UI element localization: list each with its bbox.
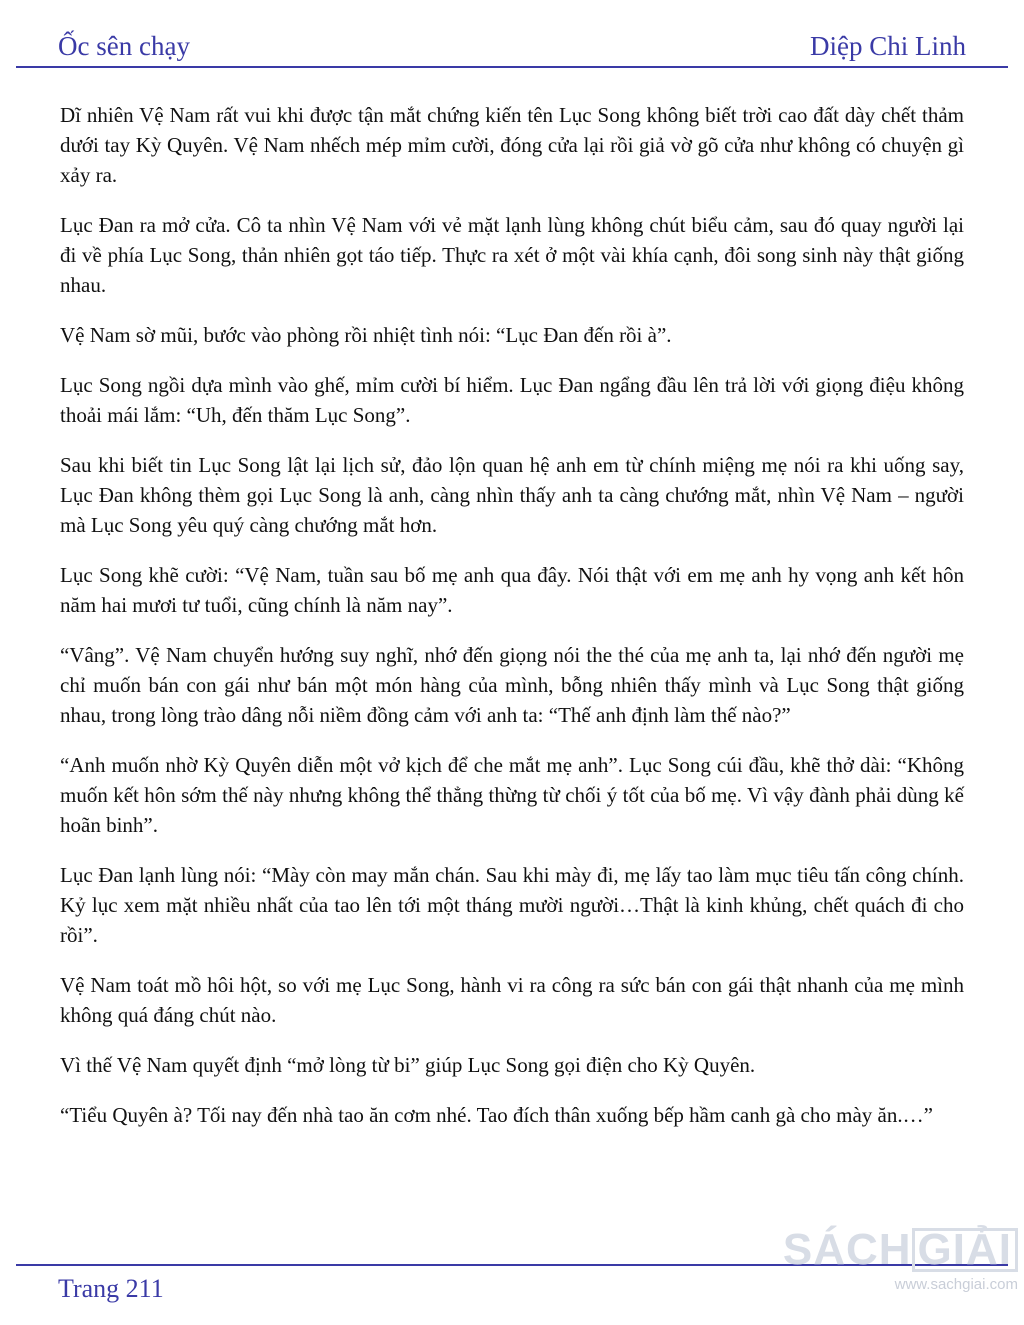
watermark-logo-part2: GIẢI xyxy=(912,1228,1018,1272)
watermark-logo xyxy=(782,1225,1018,1274)
header-divider xyxy=(16,66,1008,68)
paragraph: “Tiểu Quyên à? Tối nay đến nhà tao ăn cơm nhé. Tao đích thân xuống bếp hầm canh gà cho mày ăn.…” xyxy=(60,1103,933,1127)
book-title: Ốc sên chạy xyxy=(58,31,190,61)
watermark xyxy=(782,1225,1018,1293)
paragraph: Lục Đan ra mở cửa. Cô ta nhìn Vệ Nam với vẻ mặt lạnh lùng không chút biểu cảm, sau đó quay người lại đi về phía Lục Song, thản nhiên gọt táo tiếp. Thực ra xét ở một vài khía cạnh, đôi song sinh này thật giống nhau. xyxy=(60,213,964,297)
paragraph: Vệ Nam toát mồ hôi hột, so với mẹ Lục Song, hành vi ra công ra sức bán con gái thật nhanh của mẹ mình không quá đáng chút nào. xyxy=(60,973,964,1027)
paragraph: “Vâng”. Vệ Nam chuyển hướng suy nghĩ, nhớ đến giọng nói the thé của mẹ anh ta, lại nhớ đến người mẹ chỉ muốn bán con gái như bán một món hàng của mình, bỗng nhiên thấy mình và Lục Song thật giống nhau, trong lòng trào dâng nỗi niềm đồng cảm với anh ta: “Thế anh định làm thế nào?” xyxy=(60,643,964,727)
watermark-logo-part1: SÁCH xyxy=(782,1225,912,1274)
author-name: Diệp Chi Linh xyxy=(810,31,966,61)
page-body xyxy=(60,100,964,1150)
paragraph: Dĩ nhiên Vệ Nam rất vui khi được tận mắt chứng kiến tên Lục Song không biết trời cao đất dày chết thảm dưới tay Kỳ Quyên. Vệ Nam nhếch mép mỉm cười, đóng cửa lại rồi giả vờ gõ cửa như không có chuyện gì xảy ra. xyxy=(60,103,964,187)
paragraph: Vệ Nam sờ mũi, bước vào phòng rồi nhiệt tình nói: “Lục Đan đến rồi à”. xyxy=(60,323,672,347)
paragraph: Vì thế Vệ Nam quyết định “mở lòng từ bi” giúp Lục Song gọi điện cho Kỳ Quyên. xyxy=(60,1053,756,1077)
paragraph: Sau khi biết tin Lục Song lật lại lịch sử, đảo lộn quan hệ anh em từ chính miệng mẹ nói ra khi uống say, Lục Đan không thèm gọi Lục Song là anh, càng nhìn thấy anh ta càng chướng mắt, nhìn Vệ Nam – người mà Lục Song yêu quý càng chướng mắt hơn. xyxy=(60,453,964,537)
paragraph: Lục Song khẽ cười: “Vệ Nam, tuần sau bố mẹ anh qua đây. Nói thật với em mẹ anh hy vọng anh kết hôn năm hai mươi tư tuổi, cũng chính là năm nay”. xyxy=(60,563,964,617)
paragraph: Lục Song ngồi dựa mình vào ghế, mỉm cười bí hiểm. Lục Đan ngẩng đầu lên trả lời với giọng điệu không thoải mái lắm: “Uh, đến thăm Lục Song”. xyxy=(60,373,964,427)
paragraph: “Anh muốn nhờ Kỳ Quyên diễn một vở kịch để che mắt mẹ anh”. Lục Song cúi đầu, khẽ thở dài: “Không muốn kết hôn sớm thế này nhưng không thể thẳng thừng từ chối ý tốt của bố mẹ. Vì vậy đành phải dùng kế hoãn binh”. xyxy=(60,753,964,837)
watermark-url: www.sachgiai.com xyxy=(894,1276,1018,1293)
page-number: Trang 211 xyxy=(58,1274,164,1303)
paragraph: Lục Đan lạnh lùng nói: “Mày còn may mắn chán. Sau khi mày đi, mẹ lấy tao làm mục tiêu tấn công chính. Kỷ lục xem mặt nhiều nhất của tao lên tới một tháng mười người…Thật là kinh khủng, chết quách đi cho rồi”. xyxy=(60,863,964,947)
page-header xyxy=(58,22,966,62)
